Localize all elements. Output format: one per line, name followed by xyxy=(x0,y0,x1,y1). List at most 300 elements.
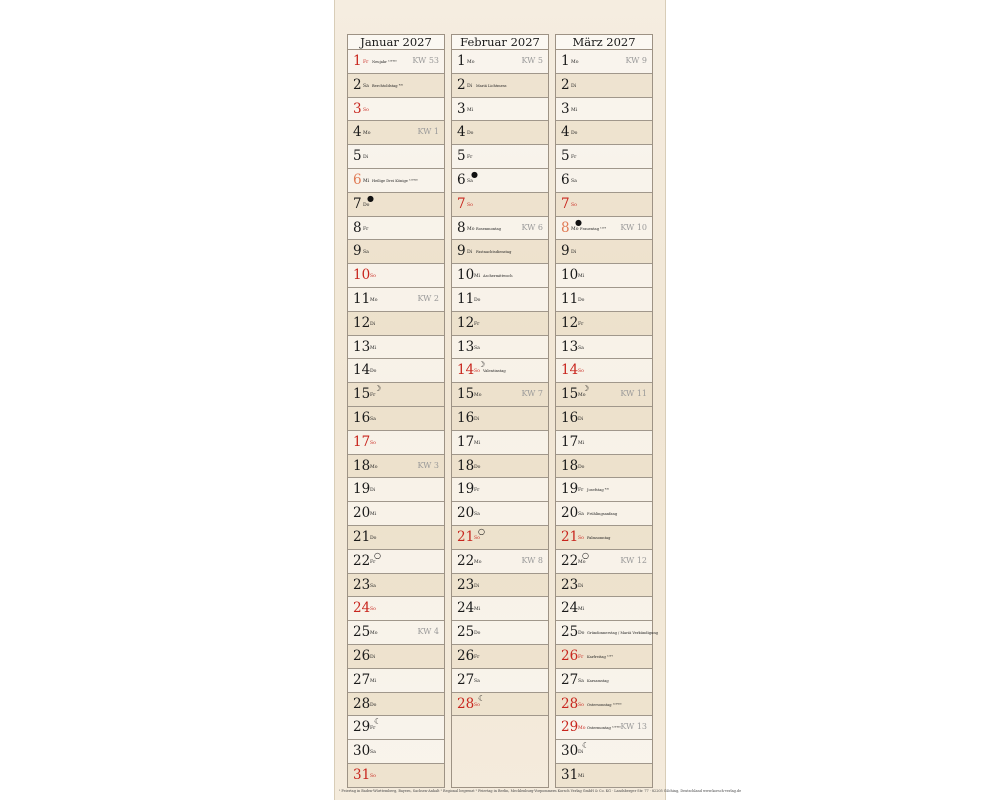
day-row xyxy=(556,50,652,74)
day-number: 10 xyxy=(561,267,579,284)
day-row xyxy=(452,264,548,288)
month-february xyxy=(451,34,549,788)
day-list xyxy=(555,50,658,788)
holiday-note: Heilige Drei Könige ¹²³⁴⁵⁶ xyxy=(372,179,418,183)
weekday-label: So xyxy=(578,702,584,708)
day-number: 17 xyxy=(457,433,475,450)
month-title: Februar 2027 xyxy=(451,34,549,50)
day-row xyxy=(556,264,652,288)
day-row xyxy=(348,431,444,455)
day-row xyxy=(556,240,652,264)
day-number: 17 xyxy=(561,433,579,450)
weekday-label: Fr xyxy=(571,155,577,161)
calendar-week-label: KW 9 xyxy=(625,56,647,65)
day-number: 19 xyxy=(353,481,371,498)
day-row xyxy=(452,193,548,217)
holiday-note: Frühlingsanfang xyxy=(587,512,618,517)
weekday-label: Sa xyxy=(474,678,480,684)
weekday-label: So xyxy=(370,274,376,280)
weekday-label: Do xyxy=(578,464,585,470)
holiday-note: Aschermittwoch xyxy=(483,274,513,279)
day-row xyxy=(348,383,444,407)
weekday-label: Mi xyxy=(578,774,585,779)
day-row xyxy=(452,336,548,360)
weekday-label: Mo xyxy=(578,559,586,565)
day-row xyxy=(556,217,652,241)
day-row xyxy=(348,574,444,598)
weekday-label: Mo xyxy=(571,60,579,65)
day-number: 11 xyxy=(561,291,579,307)
weekday-label: Do xyxy=(370,702,377,708)
weekday-label: Sa xyxy=(370,750,376,756)
weekday-label: Sa xyxy=(370,417,376,422)
day-number: 15 xyxy=(457,386,475,403)
weekday-label: Mi xyxy=(467,107,474,113)
day-row xyxy=(452,693,548,717)
day-row xyxy=(556,764,652,788)
day-number: 21 xyxy=(353,529,371,545)
day-number: 22 xyxy=(457,552,475,569)
day-number: 27 xyxy=(561,671,579,688)
day-number: 14 xyxy=(353,362,371,379)
weekday-label: Mo xyxy=(578,393,586,399)
day-number: 21 xyxy=(457,529,475,545)
weekday-label: So xyxy=(571,202,577,208)
day-row xyxy=(556,716,652,740)
day-number: 19 xyxy=(457,481,475,498)
holiday-note: Ostermontag ¹²³⁴⁵⁶ xyxy=(587,726,621,731)
day-number: 7 xyxy=(561,195,570,212)
day-row xyxy=(556,669,652,693)
day-row xyxy=(348,288,444,312)
holiday-note: Valentinstag xyxy=(483,369,506,374)
day-row xyxy=(452,431,548,455)
weekday-label: Di xyxy=(571,83,577,89)
moon-phase-icon: ☾ xyxy=(478,693,486,703)
day-row xyxy=(452,550,548,574)
weekday-label: Di xyxy=(578,750,584,756)
weekday-label: Do xyxy=(467,131,474,137)
day-row xyxy=(452,288,548,312)
weekday-label: Sa xyxy=(370,583,376,589)
day-number: 6 xyxy=(561,172,570,188)
day-number: 18 xyxy=(561,457,579,474)
day-number: 8 xyxy=(457,219,466,236)
day-row xyxy=(452,502,548,526)
day-row xyxy=(452,621,548,645)
day-number: 2 xyxy=(457,76,466,93)
weekday-label: Sa xyxy=(467,179,473,184)
calendar-week-label: KW 12 xyxy=(620,555,647,565)
weekday-label: Do xyxy=(363,202,370,208)
weekday-label: Fr xyxy=(578,655,584,660)
weekday-label: Do xyxy=(474,298,481,303)
moon-phase-icon: ☾ xyxy=(582,741,590,751)
day-number: 18 xyxy=(457,457,475,474)
day-number: 10 xyxy=(353,267,371,284)
day-row xyxy=(452,597,548,621)
day-number: 24 xyxy=(353,600,371,617)
day-row xyxy=(452,526,548,550)
weekday-label: Sa xyxy=(571,179,577,184)
day-row xyxy=(348,740,444,764)
day-row xyxy=(348,645,444,669)
weekday-label: So xyxy=(474,702,480,708)
day-row xyxy=(452,145,548,169)
day-number: 24 xyxy=(561,600,579,617)
day-row xyxy=(556,645,652,669)
weekday-label: Di xyxy=(370,655,376,660)
weekday-label: Mo xyxy=(370,464,378,470)
weekday-label: Mo xyxy=(578,726,586,732)
moon-phase-icon: ● xyxy=(575,217,582,227)
day-number: 29 xyxy=(353,719,371,736)
day-row xyxy=(452,669,548,693)
day-row xyxy=(348,217,444,241)
day-row xyxy=(348,669,444,693)
day-row xyxy=(556,693,652,717)
day-number: 27 xyxy=(457,671,475,688)
day-number: 3 xyxy=(457,100,466,117)
day-row xyxy=(348,526,444,550)
moon-phase-icon: ☾ xyxy=(374,717,382,727)
weekday-label: Fr xyxy=(363,60,369,65)
day-number: 20 xyxy=(353,505,371,522)
day-row xyxy=(452,407,548,431)
weekday-label: Mi xyxy=(578,274,585,280)
day-row xyxy=(452,98,548,122)
moon-phase-icon: ☽ xyxy=(478,360,486,370)
weekday-label: Mi xyxy=(370,345,377,351)
day-number: 16 xyxy=(457,410,475,426)
month-march xyxy=(555,34,658,788)
day-number: 4 xyxy=(457,124,466,141)
day-number: 28 xyxy=(353,695,371,712)
weekday-label: Mo xyxy=(467,60,475,65)
day-row xyxy=(556,145,652,169)
weekday-label: Fr xyxy=(467,155,473,161)
day-row xyxy=(452,217,548,241)
day-number: 3 xyxy=(353,100,362,117)
holiday-note: Palmsonntag xyxy=(587,536,611,540)
moon-phase-icon: ○ xyxy=(478,527,485,536)
day-row xyxy=(348,145,444,169)
day-number: 14 xyxy=(561,362,579,379)
weekday-label: Di xyxy=(370,321,376,327)
day-row xyxy=(348,240,444,264)
day-row xyxy=(556,550,652,574)
day-number: 3 xyxy=(561,100,570,117)
day-number: 22 xyxy=(561,552,579,569)
day-number: 1 xyxy=(561,53,570,69)
day-row xyxy=(348,74,444,98)
day-row xyxy=(348,121,444,145)
day-row xyxy=(348,478,444,502)
day-row xyxy=(556,502,652,526)
day-number: 8 xyxy=(353,219,362,236)
day-number: 16 xyxy=(561,410,579,426)
holiday-note: Karsamstag xyxy=(587,678,609,683)
day-row xyxy=(556,574,652,598)
holiday-note: Rosenmontag xyxy=(476,226,501,231)
day-number: 12 xyxy=(561,314,579,331)
holiday-note: Frauentag ¹²³⁴ xyxy=(580,226,606,231)
moon-phase-icon: ☽ xyxy=(582,384,590,394)
day-row xyxy=(556,74,652,98)
day-number: 27 xyxy=(353,671,371,688)
day-number: 11 xyxy=(353,291,371,307)
day-number: 28 xyxy=(561,695,579,712)
weekday-label: Di xyxy=(578,583,584,589)
day-row xyxy=(348,169,444,193)
calendar-week-label: KW 8 xyxy=(521,555,543,565)
holiday-note: Fastnachtsdienstag xyxy=(476,250,512,255)
weekday-label: Mo xyxy=(363,131,371,137)
holiday-note: Mariä Lichtmess xyxy=(476,83,507,88)
day-number: 26 xyxy=(353,648,371,664)
day-row xyxy=(348,193,444,217)
day-row xyxy=(348,407,444,431)
day-number: 21 xyxy=(561,529,579,545)
weekday-label: Mi xyxy=(370,512,377,518)
weekday-label: So xyxy=(363,107,369,113)
day-row xyxy=(348,50,444,74)
day-row xyxy=(348,336,444,360)
weekday-label: Di xyxy=(370,488,376,494)
day-row xyxy=(556,383,652,407)
day-number: 26 xyxy=(457,648,475,664)
weekday-label: Do xyxy=(474,464,481,470)
day-number: 2 xyxy=(353,76,362,93)
day-number: 4 xyxy=(561,124,570,141)
holiday-note: Karfreitag ¹²³⁴ xyxy=(587,655,613,659)
weekday-label: Mi xyxy=(578,607,585,613)
day-number: 15 xyxy=(353,386,371,403)
weekday-label: Sa xyxy=(474,512,480,518)
weekday-label: Mo xyxy=(370,631,378,637)
day-row xyxy=(556,121,652,145)
day-row xyxy=(452,169,548,193)
day-number: 7 xyxy=(353,195,362,212)
day-number: 5 xyxy=(561,148,570,165)
day-number: 12 xyxy=(353,314,371,331)
day-row xyxy=(348,764,444,788)
day-number: 24 xyxy=(457,600,475,617)
day-row xyxy=(556,526,652,550)
day-row xyxy=(556,193,652,217)
day-row xyxy=(556,455,652,479)
weekday-label: Di xyxy=(571,250,577,256)
day-number: 23 xyxy=(353,576,371,593)
day-number: 11 xyxy=(457,291,475,307)
day-number: 28 xyxy=(457,695,475,712)
day-row xyxy=(556,169,652,193)
weekday-label: Mo xyxy=(571,226,579,232)
day-row xyxy=(452,455,548,479)
weekday-label: Fr xyxy=(578,321,584,327)
day-number: 25 xyxy=(561,624,579,641)
weekday-label: Sa xyxy=(363,83,369,89)
day-row xyxy=(556,478,652,502)
weekday-label: Do xyxy=(474,631,481,637)
weekday-label: Mi xyxy=(578,440,585,446)
day-number: 8 xyxy=(561,219,570,236)
day-number: 31 xyxy=(561,767,579,783)
day-row xyxy=(452,383,548,407)
weekday-label: So xyxy=(370,774,376,779)
day-number: 23 xyxy=(561,576,579,593)
weekday-label: Mi xyxy=(474,440,481,446)
day-number: 15 xyxy=(561,386,579,403)
day-row xyxy=(556,597,652,621)
day-number: 23 xyxy=(457,576,475,593)
day-row xyxy=(556,431,652,455)
day-row xyxy=(348,455,444,479)
day-number: 10 xyxy=(457,267,475,284)
weekday-label: Do xyxy=(578,298,585,303)
day-row xyxy=(556,98,652,122)
holiday-note: Neujahr ¹²³⁴⁵⁶ xyxy=(372,60,397,64)
moon-phase-icon: ☽ xyxy=(374,384,382,394)
day-row xyxy=(556,312,652,336)
weekday-label: Do xyxy=(578,631,585,637)
weekday-label: So xyxy=(578,369,584,375)
day-number: 2 xyxy=(561,76,570,93)
day-number: 9 xyxy=(457,243,466,260)
day-number: 5 xyxy=(353,148,362,165)
day-number: 6 xyxy=(353,172,362,188)
day-row xyxy=(348,597,444,621)
day-row xyxy=(348,621,444,645)
weekday-label: Fr xyxy=(370,726,376,732)
footer-notes: ¹ Feiertag in Baden-Württemberg, Bayern, Sachsen-Anhalt ² Regional begrenzt ³ Feiertag in Berlin, Mecklenburg-Vorpommern Korsch Verlag GmbH & Co. KG · Landsberger Str. 77 · 82205 Gilching, Deutschland www.korsch-verlag.de xyxy=(339,789,742,793)
weekday-label: Di xyxy=(467,83,473,89)
weekday-label: Sa xyxy=(578,678,584,684)
day-row xyxy=(348,312,444,336)
day-row xyxy=(452,359,548,383)
month-title: Januar 2027 xyxy=(347,34,445,50)
day-number: 20 xyxy=(457,505,475,522)
day-row xyxy=(452,50,548,74)
day-number: 7 xyxy=(457,195,466,212)
day-row xyxy=(348,359,444,383)
weekday-label: Mi xyxy=(363,179,370,184)
weekday-label: Mo xyxy=(467,226,475,232)
day-number: 29 xyxy=(561,719,579,736)
day-number: 12 xyxy=(457,314,475,331)
day-number: 31 xyxy=(353,767,371,783)
day-row xyxy=(556,621,658,645)
calendar-week-label: KW 53 xyxy=(412,56,439,65)
weekday-label: Do xyxy=(370,536,377,541)
weekday-label: Do xyxy=(571,131,578,137)
weekday-label: Mo xyxy=(474,559,482,565)
moon-phase-icon: ○ xyxy=(582,550,589,560)
day-list xyxy=(347,50,445,788)
day-number: 6 xyxy=(457,172,466,188)
day-row xyxy=(348,98,444,122)
weekday-label: Sa xyxy=(474,345,480,351)
weekday-label: Mi xyxy=(571,107,578,113)
weekday-label: Fr xyxy=(370,393,376,399)
weekday-label: Mo xyxy=(474,393,482,399)
day-row xyxy=(452,312,548,336)
moon-phase-icon: ● xyxy=(471,170,478,179)
day-row xyxy=(348,550,444,574)
day-number: 30 xyxy=(561,743,579,760)
day-number: 4 xyxy=(353,124,362,141)
weekday-label: Fr xyxy=(474,321,480,327)
day-number: 18 xyxy=(353,457,371,474)
weekday-label: So xyxy=(474,536,480,541)
day-row xyxy=(556,407,652,431)
holiday-note: Berchtoldstag ⁴⁵⁶ xyxy=(372,83,404,88)
day-number: 30 xyxy=(353,743,371,760)
day-row xyxy=(556,740,652,764)
day-row xyxy=(348,693,444,717)
day-number: 9 xyxy=(561,243,570,260)
day-row xyxy=(348,264,444,288)
day-row xyxy=(348,716,444,740)
weekday-label: Mo xyxy=(370,298,378,303)
weekday-label: Mi xyxy=(474,274,481,280)
day-number: 1 xyxy=(353,53,362,69)
day-row xyxy=(556,336,652,360)
calendar-week-label: KW 13 xyxy=(620,722,647,732)
calendar-week-label: KW 11 xyxy=(620,389,647,399)
weekday-label: Fr xyxy=(578,488,584,494)
weekday-label: Do xyxy=(370,369,377,375)
day-number: 5 xyxy=(457,148,466,165)
day-row xyxy=(452,121,548,145)
day-number: 17 xyxy=(353,433,371,450)
weekday-label: So xyxy=(467,202,473,208)
weekday-label: Fr xyxy=(474,655,480,660)
day-row xyxy=(452,645,548,669)
calendar-week-label: KW 6 xyxy=(521,222,543,232)
weekday-label: Di xyxy=(578,417,584,422)
day-number: 13 xyxy=(561,338,579,355)
weekday-label: Di xyxy=(474,583,480,589)
weekday-label: Di xyxy=(363,155,369,161)
calendar-week-label: KW 2 xyxy=(417,294,439,303)
calendar-week-label: KW 1 xyxy=(417,127,439,137)
day-row xyxy=(452,478,548,502)
holiday-note: Ostersonntag ¹²³⁴⁵⁶ xyxy=(587,702,622,707)
weekday-label: So xyxy=(474,369,480,375)
weekday-label: So xyxy=(370,607,376,613)
day-row xyxy=(452,574,548,598)
weekday-label: Fr xyxy=(363,226,369,232)
day-number: 26 xyxy=(561,648,579,664)
weekday-label: Mi xyxy=(474,607,481,613)
calendar-week-label: KW 4 xyxy=(417,627,439,637)
day-number: 16 xyxy=(353,410,371,426)
day-number: 1 xyxy=(457,53,466,69)
weekday-label: Sa xyxy=(578,345,584,351)
day-number: 22 xyxy=(353,552,371,569)
day-number: 25 xyxy=(457,624,475,641)
day-number: 13 xyxy=(457,338,475,355)
day-row xyxy=(452,240,548,264)
day-number: 9 xyxy=(353,243,362,260)
holiday-note: Gründonnerstag / Mariä Verkündigung xyxy=(587,631,658,636)
day-number: 20 xyxy=(561,505,579,522)
weekday-label: So xyxy=(578,536,584,541)
month-january xyxy=(347,34,445,788)
weekday-label: Sa xyxy=(363,250,369,256)
day-number: 14 xyxy=(457,362,475,379)
